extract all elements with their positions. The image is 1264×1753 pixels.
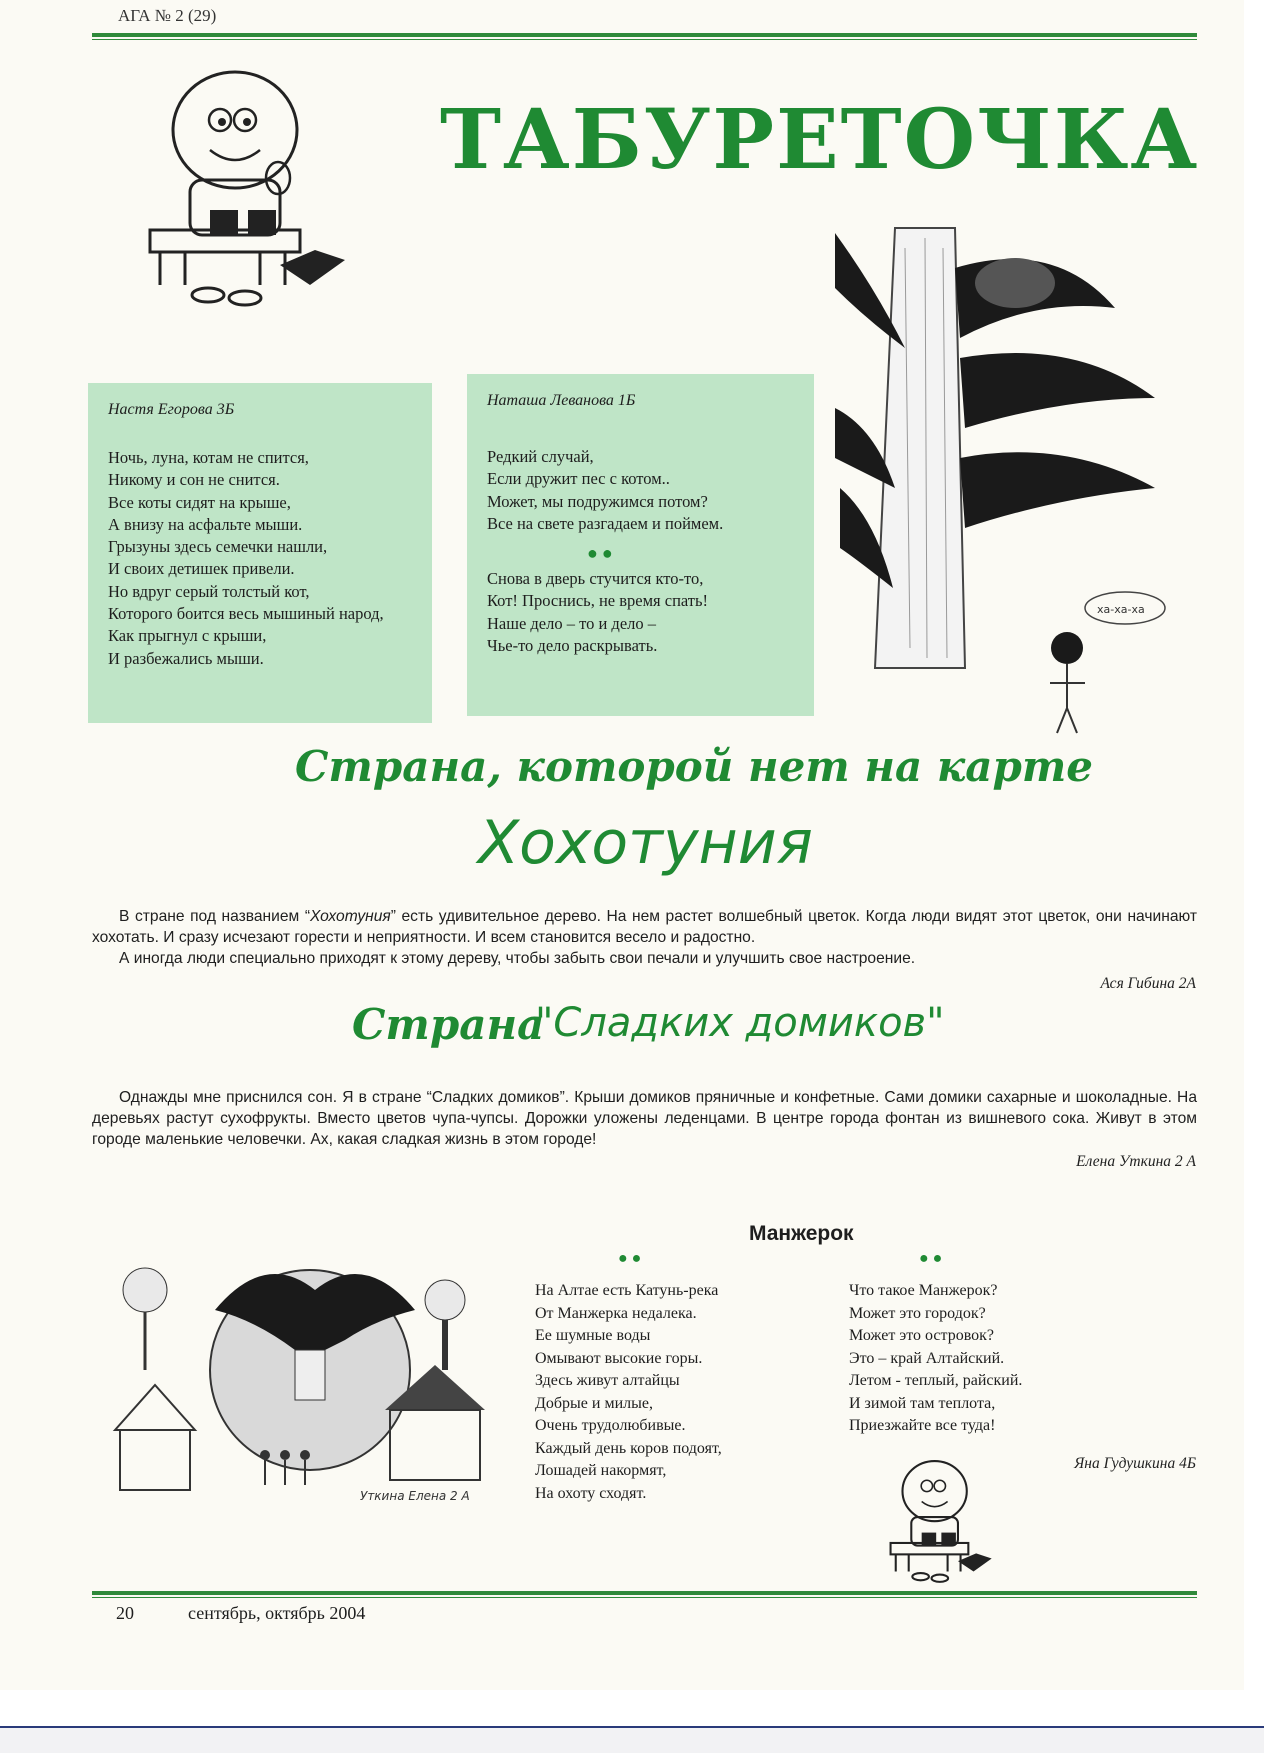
poem2-line: Чье-то дело раскрывать.	[487, 636, 658, 656]
section2-paragraph: Однажды мне приснился сон. Я в стране “Сладких домиков”. Крыши домиков пряничные и конфетные. Сами домики сахарные и шоколадные. На деревьях растут сухофрукты. Вместо цветов чупа-чупсы. Дорожки уложены леденцами. В центре города фонтан из вишневого сока. Живут в этом городе маленькие человечки. Ах, какая сладкая жизнь в этом городе!	[92, 1089, 1197, 1148]
poem1-line: А внизу на асфальте мыши.	[108, 514, 303, 534]
speech-bubble-text: ха-ха-ха	[1097, 603, 1145, 616]
small-mascot-drawing	[885, 1460, 1005, 1600]
poem3-line: Омывают высокие горы.	[535, 1349, 703, 1367]
issue-date: сентябрь, октябрь 2004	[188, 1603, 366, 1623]
section2-text	[92, 1087, 1197, 1150]
poem2-author: Наташа Леванова 1Б	[487, 392, 636, 409]
section3-column-2	[849, 1280, 1022, 1438]
poem1-line: Все коты сидят на крыше,	[108, 492, 291, 512]
para-text: ” есть удивительное дерево. На нем растет волшебный цветок. Когда люди видят этот цветок, они начинают хохотать. И сразу исчезают горести и неприятности. И всем становится весело и радостно.	[92, 908, 1197, 946]
para-text: В стране под названием “	[119, 908, 311, 925]
poem2-line: Снова в дверь стучится кто-то,	[487, 569, 704, 589]
section1-title: Хохотуния	[478, 808, 813, 878]
poem1-line: И разбежались мыши.	[108, 648, 264, 668]
poem2-line: Редкий случай,	[487, 447, 594, 466]
poem3-line: Добрые и милые,	[535, 1394, 653, 1412]
poem3-line: На Алтае есть Катунь-река	[535, 1282, 719, 1299]
section1-paragraph: А иногда люди специально приходят к этому дереву, чтобы забыть свои печали и улучшить свое настроение.	[119, 950, 916, 967]
poem3-line: Очень трудолюбивые.	[535, 1417, 686, 1434]
poem1-author: Настя Егорова 3Б	[108, 401, 235, 418]
poem1-line: Но вдруг серый толстый кот,	[108, 581, 310, 601]
column-dots-right: ●●	[919, 1250, 947, 1267]
poem3-line: От Манжерка недалека.	[535, 1304, 697, 1322]
fountain-drawing	[115, 1250, 495, 1510]
poem-box-1	[88, 383, 432, 723]
poem3-line: Летом - теплый, райский.	[849, 1372, 1023, 1389]
poem3-line: Ее шумные воды	[535, 1327, 651, 1344]
poem3-line: И зимой там теплота,	[849, 1394, 996, 1412]
poem3-line: Может это островок?	[849, 1327, 995, 1344]
poem2-line: Кот! Проснись, не время спать!	[487, 591, 709, 611]
poem3-line: Может это городок?	[849, 1304, 986, 1322]
section2-author: Елена Уткина 2 А	[1076, 1153, 1196, 1170]
poem3-line: Приезжайте все туда!	[849, 1417, 996, 1434]
poem3-line: Что такое Манжерок?	[849, 1282, 998, 1299]
mascot-drawing	[150, 70, 360, 340]
section1-author: Ася Гибина 2А	[1100, 975, 1196, 992]
section3-column-1	[535, 1280, 722, 1505]
poem3-line: Здесь живут алтайцы	[535, 1372, 680, 1389]
section1-kicker: Страна, которой нет на карте	[295, 742, 1093, 791]
poem1-line: Как прыгнул с крыши,	[108, 626, 267, 646]
poem3-line: На охоту сходят.	[535, 1484, 647, 1502]
poem1-line: Ночь, луна, котам не спится,	[108, 448, 309, 467]
poem1-line: Никому и сон не снится.	[108, 470, 280, 490]
poem2-line: Все на свете разгадаем и поймем.	[487, 513, 724, 533]
poem3-line: Лошадей накормят,	[535, 1462, 667, 1479]
bottom-rule	[92, 1591, 1197, 1598]
poem1-line: И своих детишек привели.	[108, 559, 295, 579]
masthead-title: ТАБУРЕТОЧКА	[440, 92, 1200, 188]
poem1-line: Грызуны здесь семечки нашли,	[108, 537, 328, 557]
page-number: 20	[116, 1603, 134, 1623]
section1-paragraph	[92, 906, 1197, 948]
top-rule	[92, 33, 1197, 40]
poem3-line: Это – край Алтайский.	[849, 1349, 1005, 1367]
tree-drawing	[835, 228, 1195, 748]
section1-text	[92, 906, 1197, 969]
poem2-line: Наше дело – то и дело –	[487, 613, 656, 633]
drawing-signature: Уткина Елена 2 А	[360, 1489, 470, 1503]
section3-title: Манжерок	[749, 1222, 854, 1245]
issue-header: АГА № 2 (29)	[118, 6, 217, 25]
para-emphasis: Хохотуния	[310, 908, 391, 925]
poem3-line: Каждый день коров подоят,	[535, 1439, 722, 1457]
poem1-line: Которого боится весь мышиный народ,	[108, 604, 384, 624]
section3-author: Яна Гудушкина 4Б	[1074, 1455, 1196, 1472]
poem-box-2	[467, 374, 814, 716]
poem2-line: Если дружит пес с котом..	[487, 469, 670, 489]
section2-title-word: Страна	[352, 1000, 545, 1049]
poem2-line: Может, мы подружимся потом?	[487, 491, 708, 511]
scan-edge	[0, 1726, 1264, 1753]
section2-title-quote: "Сладких домиков"	[535, 1000, 945, 1046]
column-dots-left: ●●	[618, 1250, 646, 1267]
stanza-divider-dots: ●●	[587, 543, 617, 564]
